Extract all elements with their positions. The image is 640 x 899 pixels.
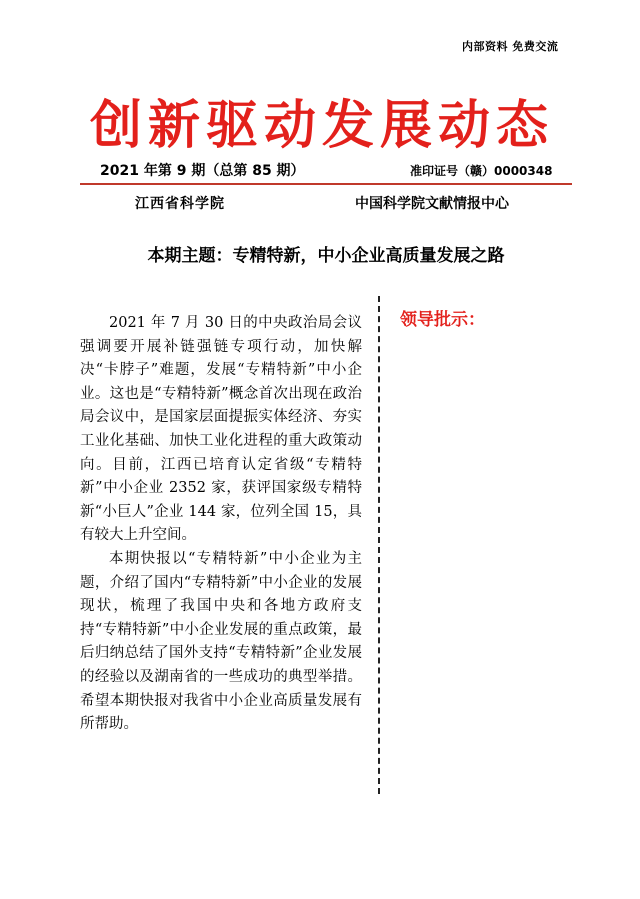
- leader-instructions-label: 领导批示：: [400, 310, 485, 330]
- issue-theme: 本期主题：专精特新，中小企业高质量发展之路: [147, 246, 505, 266]
- print-permit-number: 准印证号（赣）0000348: [410, 164, 553, 178]
- column-divider: [378, 296, 380, 794]
- paragraph-intro: 2021 年 7 月 30 日的中央政治局会议强调要开展补链强链专项行动，加快解决“卡脖子”难题，发展“专精特新”中小企业。这也是“专精特新”概念首次出现在政治局会议中，是国家层面提振实体经济、夯实工业化基础、加快工业化进程的重大政策动向。目前，江西已培育认定省级“专精特新”中小企业 2352 家，获评国家级专精特新“小巨人”企业 144 家，位列全国 15，具有较大上升空间。: [80, 315, 362, 544]
- paragraph-summary: 本期快报以“专精特新”中小企业为主题，介绍了国内“专精特新”中小企业的发展现状，梳理了我国中央和各地方政府支持“专精特新”中小企业发展的重点政策，最后归纳总结了国外支持“专精特新”企业发展的经验以及湖南省的一些成功的典型举措。希望本期快报对我省中小企业高质量发展有所帮助。: [80, 550, 362, 733]
- masthead-title: 创新驱动发展动态: [89, 94, 554, 156]
- issue-number: 2021 年第 9 期（总第 85 期）: [100, 163, 305, 179]
- body-text: [80, 312, 362, 737]
- distribution-notice: 内部资料 免费交流: [462, 40, 559, 53]
- publisher-right: 中国科学院文献情报中心: [355, 196, 509, 212]
- header-rule: [80, 183, 572, 185]
- publisher-left: 江西省科学院: [135, 196, 225, 212]
